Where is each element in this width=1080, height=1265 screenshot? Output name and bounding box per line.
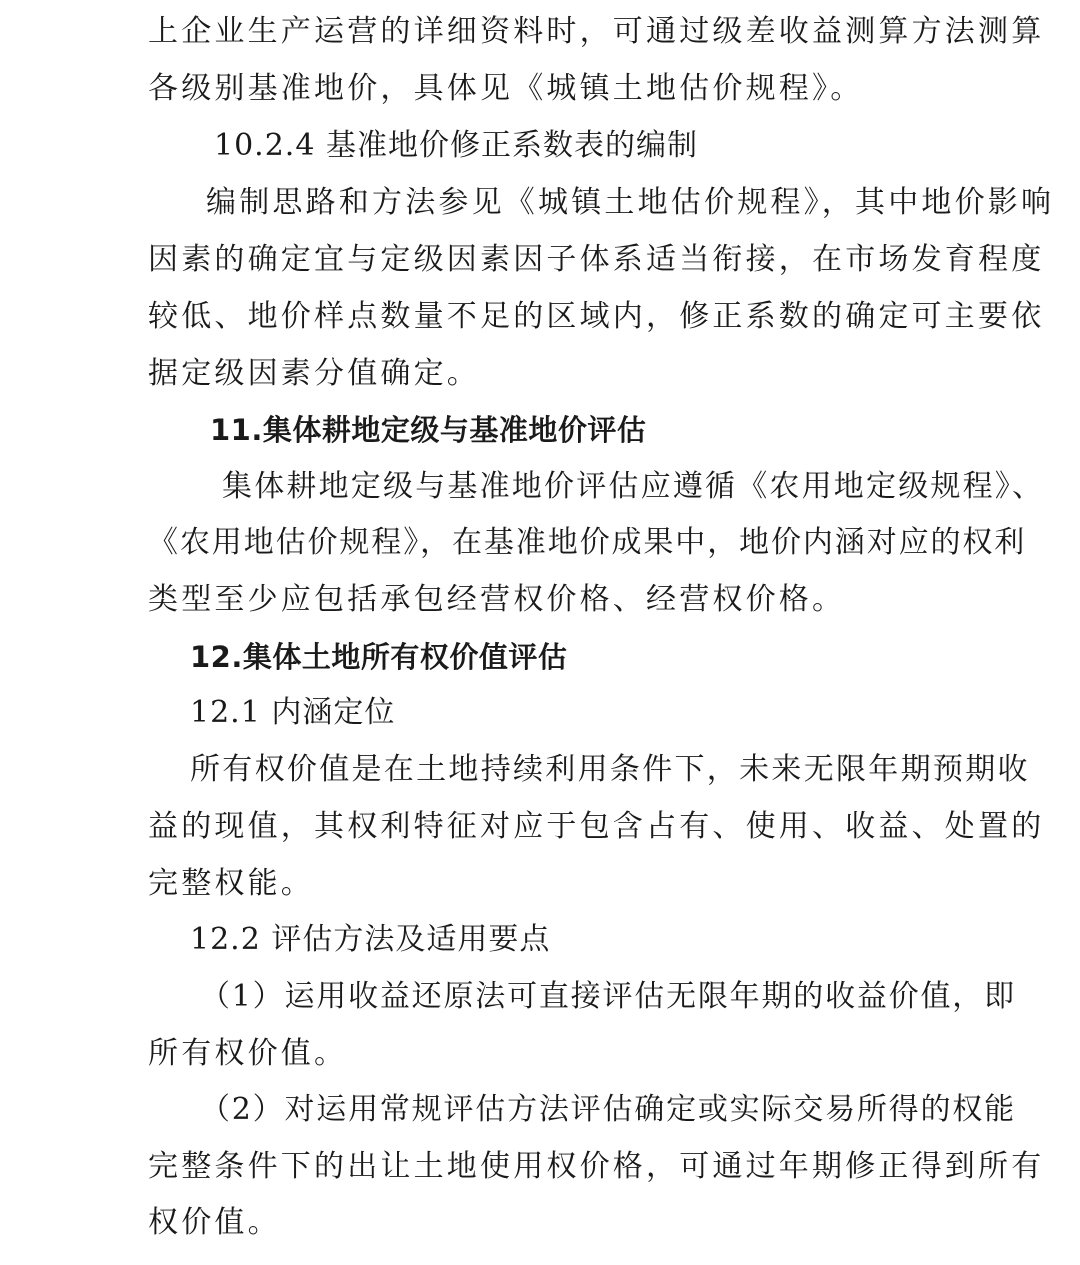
text-line: （2）对运用常规评估方法评估确定或实际交易所得的权能 [200,1092,1016,1127]
text-line: 较低、地价样点数量不足的区域内，修正系数的确定可主要依 [148,299,1045,334]
text-line: 权价值。 [148,1205,281,1240]
text-line: 据定级因素分值确定。 [148,356,480,391]
text-line: 所有权价值。 [148,1036,348,1071]
text-line: 益的现值，其权利特征对应于包含占有、使用、收益、处置的 [148,809,1045,844]
text-line: 《农用地估价规程》，在基准地价成果中，地价内涵对应的权利 [148,525,1027,560]
text-line: 类型至少应包括承包经营权价格、经营权价格。 [148,582,846,617]
text-line: 各级别基准地价，具体见《城镇土地估价规程》。 [148,71,864,106]
text-line: 所有权价值是在土地持续利用条件下，未来无限年期预期收 [190,752,1030,787]
text-line: 编制思路和方法参见《城镇土地估价规程》，其中地价影响 [206,185,1055,220]
text-line: 因素的确定宜与定级因素因子体系适当衔接，在市场发育程度 [148,242,1045,277]
section-heading-10-2-4: 10.2.4 基准地价修正系数表的编制 [214,128,698,163]
section-heading-12: 12.集体土地所有权价值评估 [190,640,568,674]
section-heading-12-1: 12.1 内涵定位 [190,695,396,730]
text-line: 完整条件下的出让土地使用权价格，可通过年期修正得到所有 [148,1149,1045,1184]
text-line: （1）运用收益还原法可直接评估无限年期的收益价值，即 [200,979,1016,1014]
section-heading-11: 11.集体耕地定级与基准地价评估 [210,413,647,447]
text-line: 完整权能。 [148,866,314,901]
text-line: 集体耕地定级与基准地价评估应遵循《农用地定级规程》、 [222,469,1045,504]
section-heading-12-2: 12.2 评估方法及适用要点 [190,922,551,957]
text-line: 上企业生产运营的详细资料时，可通过级差收益测算方法测算 [148,14,1045,49]
